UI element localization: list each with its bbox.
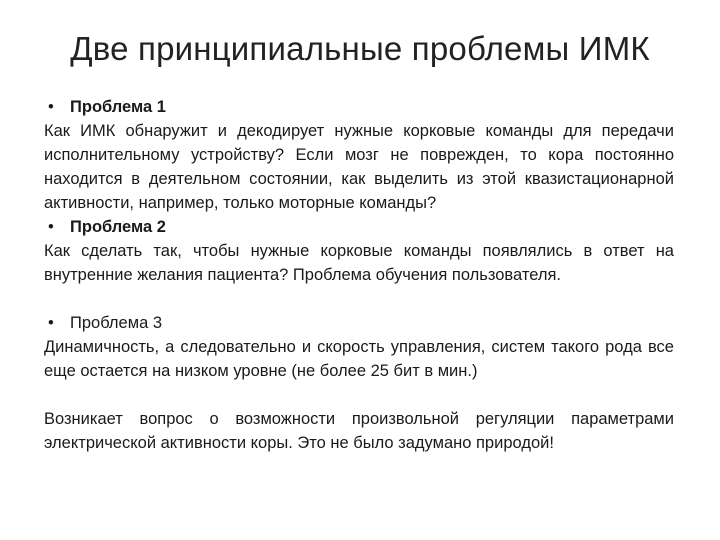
problem2-heading-line	[44, 215, 674, 239]
problem1-heading: Проблема 1	[70, 98, 166, 116]
spacer	[44, 383, 674, 407]
problem1-heading-line	[44, 95, 674, 119]
bullet-icon: •	[48, 98, 54, 116]
bullet-icon: •	[48, 218, 54, 236]
slide-title: Две принципиальные проблемы ИМК	[70, 30, 650, 67]
problem2-heading: Проблема 2	[70, 218, 166, 236]
slide-body	[44, 95, 674, 455]
problem3-heading: Проблема 3	[70, 314, 163, 332]
conclusion-text: Возникает вопрос о возможности произвольной регуляции параметрами электрической активности коры. Это не было задумано природой!	[44, 410, 674, 452]
spacer	[44, 287, 674, 311]
problem2-text: Как сделать так, чтобы нужные корковые команды появлялись в ответ на внутренние желания пациента? Проблема обучения пользователя.	[44, 242, 674, 284]
problem3-text: Динамичность, а следовательно и скорость управления, систем такого рода все еще остается на низком уровне (не более 25 бит в мин.)	[44, 338, 674, 380]
bullet-icon: •	[48, 314, 54, 332]
problem3-heading-line	[44, 311, 674, 335]
problem1-text: Как ИМК обнаружит и декодирует нужные корковые команды для передачи исполнительному устройству? Если мозг не поврежден, то кора постоянно находится в деятельном состоянии, как выделить из этой квазистационарной активности, например, только моторные команды?	[44, 122, 674, 212]
